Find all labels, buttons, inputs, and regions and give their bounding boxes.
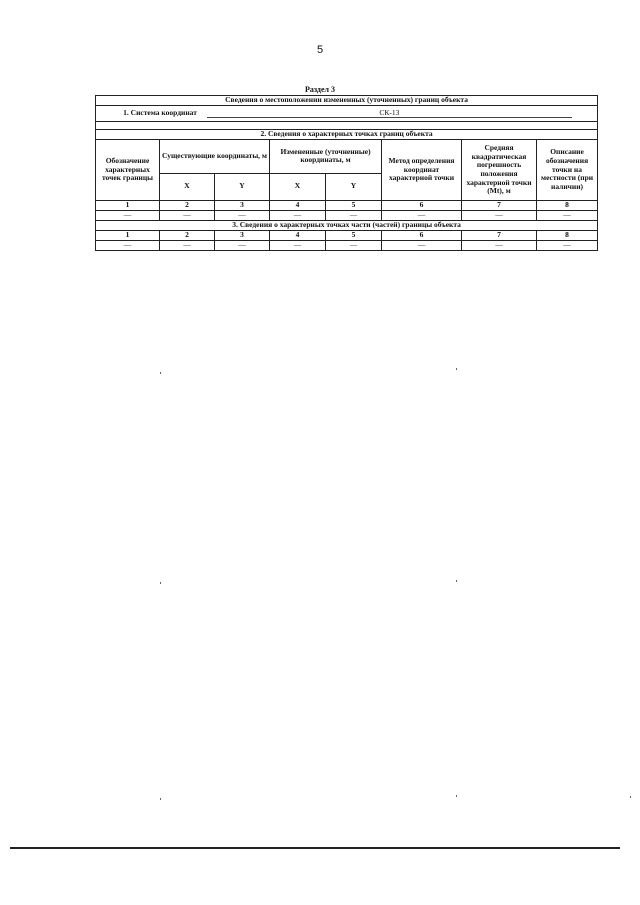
section-title: Раздел 3 xyxy=(304,85,336,94)
column-method: Метод определения координат характерной точки xyxy=(382,140,462,201)
table-cell: — xyxy=(326,211,382,221)
column-number: 3 xyxy=(215,201,270,211)
scan-speck xyxy=(160,798,161,800)
table-cell: — xyxy=(96,241,160,251)
table-cell: — xyxy=(160,241,215,251)
table-cell: — xyxy=(382,211,462,221)
coordinate-system-value: СК-13 xyxy=(207,109,572,119)
column-number: 4 xyxy=(270,231,326,241)
column-number: 1 xyxy=(96,201,160,211)
table-cell: — xyxy=(160,211,215,221)
scan-speck xyxy=(456,580,457,582)
boundary-table xyxy=(95,95,598,251)
subsection-2-title: 2. Сведения о характерных точках границ объекта xyxy=(96,130,598,140)
column-accuracy: Средняя квадратическая погрешность положения характерной точки (Mt), м xyxy=(462,140,537,201)
column-number: 7 xyxy=(462,231,537,241)
column-number: 8 xyxy=(537,201,598,211)
bottom-rule xyxy=(10,847,620,849)
column-number: 6 xyxy=(382,231,462,241)
column-number: 3 xyxy=(215,231,270,241)
column-description: Описание обозначения точки на местности (при наличии) xyxy=(537,140,598,201)
table-cell: — xyxy=(215,211,270,221)
coordinate-system-label: 1. Система координат xyxy=(123,107,197,117)
scan-speck xyxy=(456,795,457,797)
table-cell: — xyxy=(215,241,270,251)
table-cell: — xyxy=(270,241,326,251)
column-existing-y: Y xyxy=(215,173,270,200)
scan-speck xyxy=(630,796,631,798)
column-number: 5 xyxy=(326,201,382,211)
column-changed-coords: Измененные (уточненные) координаты, м xyxy=(270,140,382,174)
table-cell: — xyxy=(96,211,160,221)
scan-speck xyxy=(456,368,457,370)
scan-speck xyxy=(160,372,161,374)
column-existing-x: X xyxy=(160,173,215,200)
coordinate-system-row xyxy=(96,106,598,122)
table-cell: — xyxy=(326,241,382,251)
column-number: 7 xyxy=(462,201,537,211)
table-cell: — xyxy=(382,241,462,251)
scan-speck xyxy=(160,582,161,584)
table-cell: — xyxy=(270,211,326,221)
table-cell: — xyxy=(462,211,537,221)
column-number: 5 xyxy=(326,231,382,241)
column-number: 6 xyxy=(382,201,462,211)
table-cell: — xyxy=(537,241,598,251)
subsection-3-title: 3. Сведения о характерных точках части (частей) границы объекта xyxy=(96,221,598,231)
table-cell: — xyxy=(462,241,537,251)
blank-row xyxy=(96,122,598,130)
column-number: 4 xyxy=(270,201,326,211)
column-number: 8 xyxy=(537,231,598,241)
column-number: 2 xyxy=(160,201,215,211)
column-changed-x: X xyxy=(270,173,326,200)
table-header: Сведения о местоположении измененных (уточненных) границ объекта xyxy=(96,96,598,106)
page-number: 5 xyxy=(316,44,324,56)
column-existing-coords: Существующие координаты, м xyxy=(160,140,270,174)
column-changed-y: Y xyxy=(326,173,382,200)
column-number: 1 xyxy=(96,231,160,241)
column-point-designation: Обозначение характерных точек границы xyxy=(96,140,160,201)
column-number: 2 xyxy=(160,231,215,241)
table-cell: — xyxy=(537,211,598,221)
